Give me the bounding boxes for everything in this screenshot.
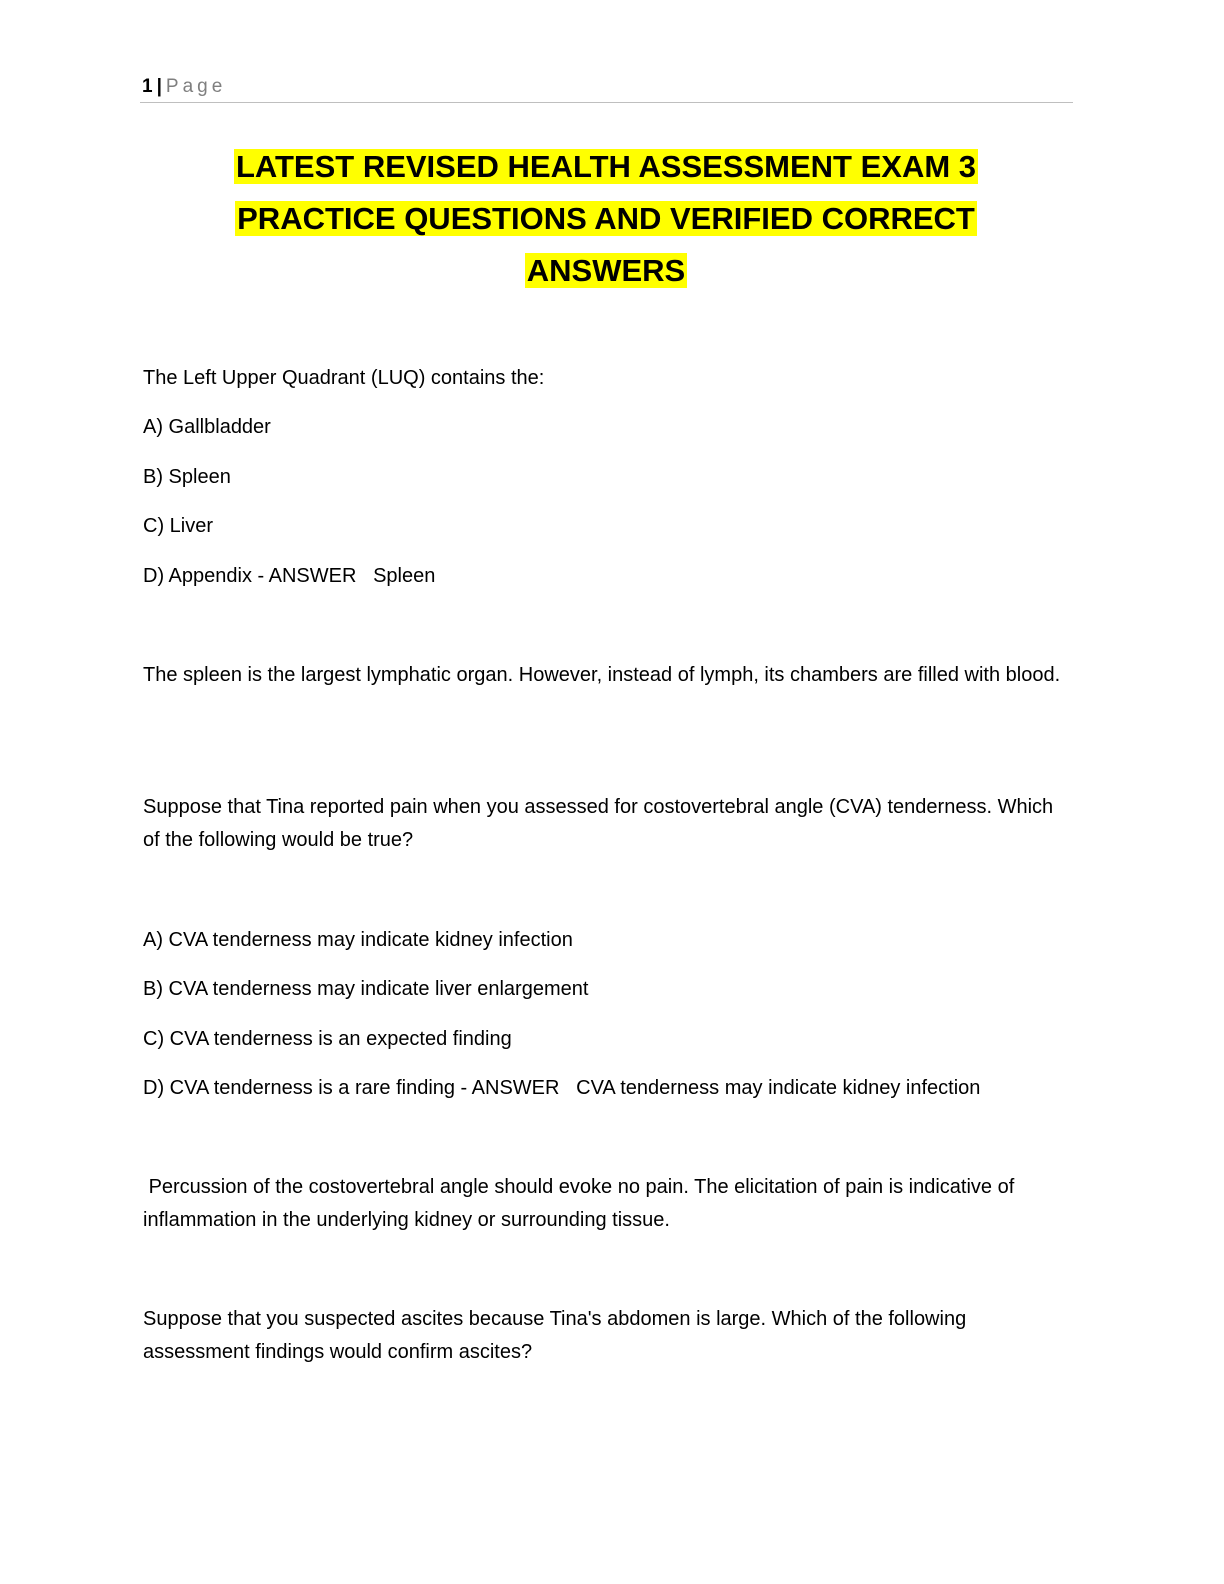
page-word: Page [165, 76, 227, 97]
header-rule [140, 102, 1073, 103]
q2-stem: Suppose that Tina reported pain when you assessed for costovertebral angle (CVA) tenderness. Which of the following would be true? [143, 796, 1054, 851]
q1-option-b: B) Spleen [143, 466, 231, 488]
q1-explanation: The spleen is the largest lymphatic organ. However, instead of lymph, its chambers are filled with blood. [143, 664, 1061, 686]
q1-option-a: A) Gallbladder [143, 416, 271, 438]
q2-option-d-answer: D) CVA tenderness is a rare finding - ANSWER CVA tenderness may indicate kidney infection [143, 1077, 981, 1099]
title-line-2: PRACTICE QUESTIONS AND VERIFIED CORRECT [237, 201, 975, 236]
q2-option-c: C) CVA tenderness is an expected finding [143, 1028, 512, 1050]
q1-stem: The Left Upper Quadrant (LUQ) contains the: [143, 367, 545, 389]
title-line-1: LATEST REVISED HEALTH ASSESSMENT EXAM 3 [235, 149, 977, 184]
page-separator: | [156, 76, 162, 97]
q1-option-c: C) Liver [143, 515, 214, 537]
page-number: 1 [142, 76, 153, 97]
q2-option-b: B) CVA tenderness may indicate liver enlargement [143, 978, 589, 1000]
title-line-3: ANSWERS [526, 253, 686, 288]
q1-option-d-answer: D) Appendix - ANSWER Spleen [143, 565, 436, 587]
q2-option-a: A) CVA tenderness may indicate kidney infection [143, 929, 573, 951]
q2-explanation: Percussion of the costovertebral angle should evoke no pain. The elicitation of pain is indicative of inflammation in the underlying kidney or surrounding tissue. [143, 1176, 1020, 1231]
q3-stem: Suppose that you suspected ascites because Tina's abdomen is large. Which of the following assessment findings would confirm ascites? [143, 1308, 967, 1363]
page-header [142, 74, 1072, 100]
document-title [142, 141, 1070, 297]
